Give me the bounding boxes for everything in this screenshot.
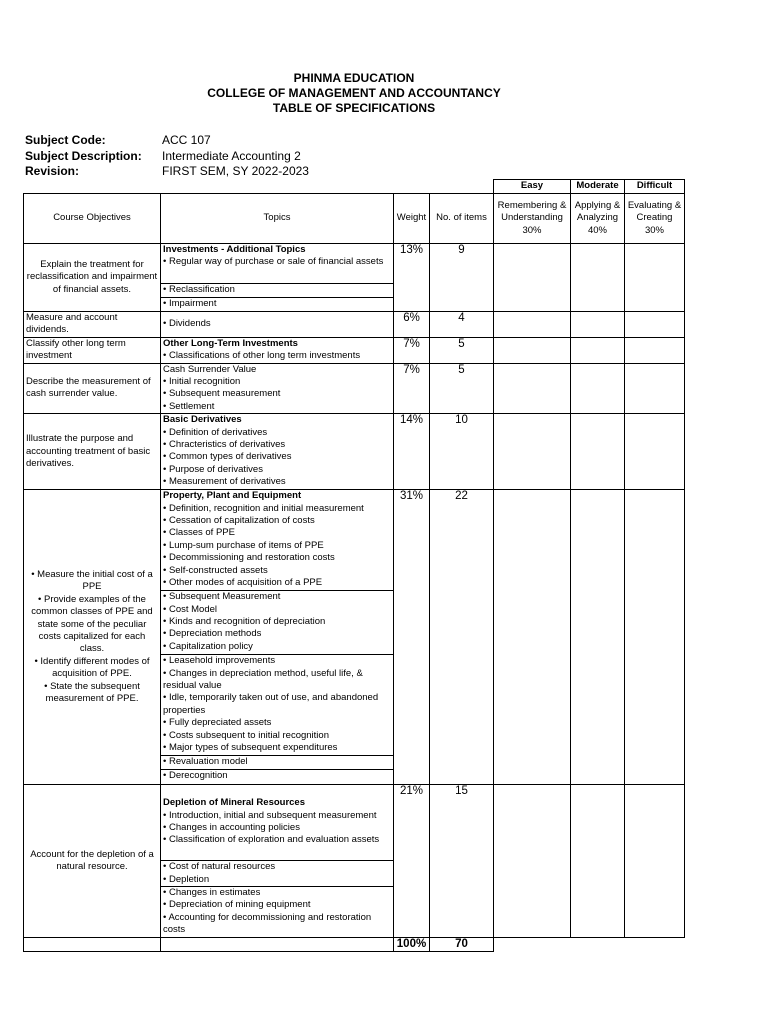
document-title: TABLE OF SPECIFICATIONS bbox=[272, 101, 436, 115]
topic-cell: Other Long-Term Investments • Classifications of other long term investments bbox=[161, 337, 394, 363]
table-row bbox=[24, 312, 685, 338]
subject-description-row bbox=[25, 149, 309, 165]
weight-cell: 13% bbox=[394, 244, 430, 312]
col-topics: Topics bbox=[161, 194, 394, 244]
items-cell: 5 bbox=[430, 363, 494, 414]
subject-description-value: Intermediate Accounting 2 bbox=[162, 148, 301, 163]
column-header-row bbox=[24, 194, 685, 244]
topic-cell: Investments - Additional Topics • Regular way of purchase or sale of financial assets bbox=[161, 244, 394, 284]
topic-cell: • Reclassification bbox=[161, 284, 394, 298]
items-cell: 22 bbox=[430, 490, 494, 785]
col-moderate: Applying & Analyzing 40% bbox=[571, 194, 625, 244]
table-row bbox=[24, 785, 685, 861]
weight-cell: 14% bbox=[394, 414, 430, 490]
objective-depletion: Account for the depletion of a natural resource. bbox=[24, 785, 161, 938]
objective-investments: Explain the treatment for reclassification and impairment of financial assets. bbox=[24, 244, 161, 312]
col-objectives: Course Objectives bbox=[24, 194, 161, 244]
topic-cell: Basic Derivatives • Definition of derivatives • Chracteristics of derivatives • Common types of derivatives • Purpose of derivatives • Measurement of derivatives bbox=[161, 414, 394, 490]
table-row bbox=[24, 490, 685, 591]
topic-cell: • Changes in estimates • Depreciation of mining equipment • Accounting for decommissioning and restoration costs bbox=[161, 887, 394, 938]
total-items: 70 bbox=[430, 938, 494, 952]
table-row bbox=[24, 363, 685, 414]
document-header bbox=[0, 71, 708, 116]
topic-cell: Depletion of Mineral Resources • Introduction, initial and subsequent measurement • Changes in accounting policies • Classification of exploration and evaluation assets bbox=[161, 785, 394, 861]
weight-cell: 7% bbox=[394, 337, 430, 363]
items-cell: 10 bbox=[430, 414, 494, 490]
objective-dividends: Measure and account dividends. bbox=[24, 312, 161, 338]
topic-cell: • Subsequent Measurement • Cost Model • Kinds and recognition of depreciation • Depreciation methods • Capitalization policy bbox=[161, 591, 394, 655]
level-easy: Easy bbox=[494, 180, 571, 194]
totals-row bbox=[24, 938, 685, 952]
col-easy: Remembering & Understanding 30% bbox=[494, 194, 571, 244]
level-difficult: Difficult bbox=[625, 180, 685, 194]
subject-code-row bbox=[25, 133, 309, 149]
items-cell: 15 bbox=[430, 785, 494, 938]
table-row bbox=[24, 414, 685, 490]
weight-cell: 6% bbox=[394, 312, 430, 338]
col-difficult: Evaluating & Creating 30% bbox=[625, 194, 685, 244]
topic-cell: • Impairment bbox=[161, 298, 394, 312]
topic-cell: Property, Plant and Equipment • Definition, recognition and initial measurement • Cessation of capitalization of costs • Classes of PPE • Lump-sum purchase of items of PPE • Decommissioning and restoration costs • Self-constructed assets • Other modes of acquisition of a PPE bbox=[161, 490, 394, 591]
subject-description-label: Subject Description: bbox=[25, 148, 142, 163]
topic-cell: Cash Surrender Value • Initial recognition • Subsequent measurement • Settlement bbox=[161, 363, 394, 414]
weight-cell: 7% bbox=[394, 363, 430, 414]
objective-long-term-investment: Classify other long term investment bbox=[24, 337, 161, 363]
objective-derivatives: Illustrate the purpose and accounting treatment of basic derivatives. bbox=[24, 414, 161, 490]
topic-cell: • Leasehold improvements • Changes in depreciation method, useful life, & residual value • Idle, temporarily taken out of use, and abandoned properties • Fully depreciated assets • Costs subsequent to initial recognition • Major types of subsequent expenditures bbox=[161, 655, 394, 756]
subject-info bbox=[25, 133, 309, 180]
table-row bbox=[24, 337, 685, 363]
subject-code-value: ACC 107 bbox=[162, 133, 211, 147]
items-cell: 5 bbox=[430, 337, 494, 363]
weight-cell: 31% bbox=[394, 490, 430, 785]
revision-value: FIRST SEM, SY 2022-2023 bbox=[162, 164, 309, 178]
items-cell: 4 bbox=[430, 312, 494, 338]
level-moderate: Moderate bbox=[571, 180, 625, 194]
table-row bbox=[24, 244, 685, 284]
specifications-table bbox=[23, 179, 685, 952]
revision-label: Revision: bbox=[25, 164, 80, 178]
topic-cell: • Dividends bbox=[161, 312, 394, 338]
revision-row bbox=[25, 164, 309, 180]
items-cell: 9 bbox=[430, 244, 494, 312]
objective-ppe: • Measure the initial cost of a PPE • Provide examples of the common classes of PPE and state some of the peculiar costs capitalized for each class. • Identify different modes of acquisition of PPE. • State the subsequent measurement of PPE. bbox=[24, 490, 161, 785]
total-weight: 100% bbox=[394, 938, 430, 952]
objective-cash-surrender: Describe the measurement of cash surrender value. bbox=[24, 363, 161, 414]
institution-name: PHINMA EDUCATION bbox=[293, 71, 415, 85]
topic-cell: • Cost of natural resources • Depletion bbox=[161, 861, 394, 887]
col-items: No. of items bbox=[430, 194, 494, 244]
level-header-row bbox=[24, 180, 685, 194]
weight-cell: 21% bbox=[394, 785, 430, 938]
topic-cell: • Revaluation model bbox=[161, 756, 394, 770]
subject-code-label: Subject Code: bbox=[25, 133, 106, 147]
college-name: COLLEGE OF MANAGEMENT AND ACCOUNTANCY bbox=[207, 86, 501, 100]
topic-cell: • Derecognition bbox=[161, 770, 394, 785]
col-weight: Weight bbox=[394, 194, 430, 244]
